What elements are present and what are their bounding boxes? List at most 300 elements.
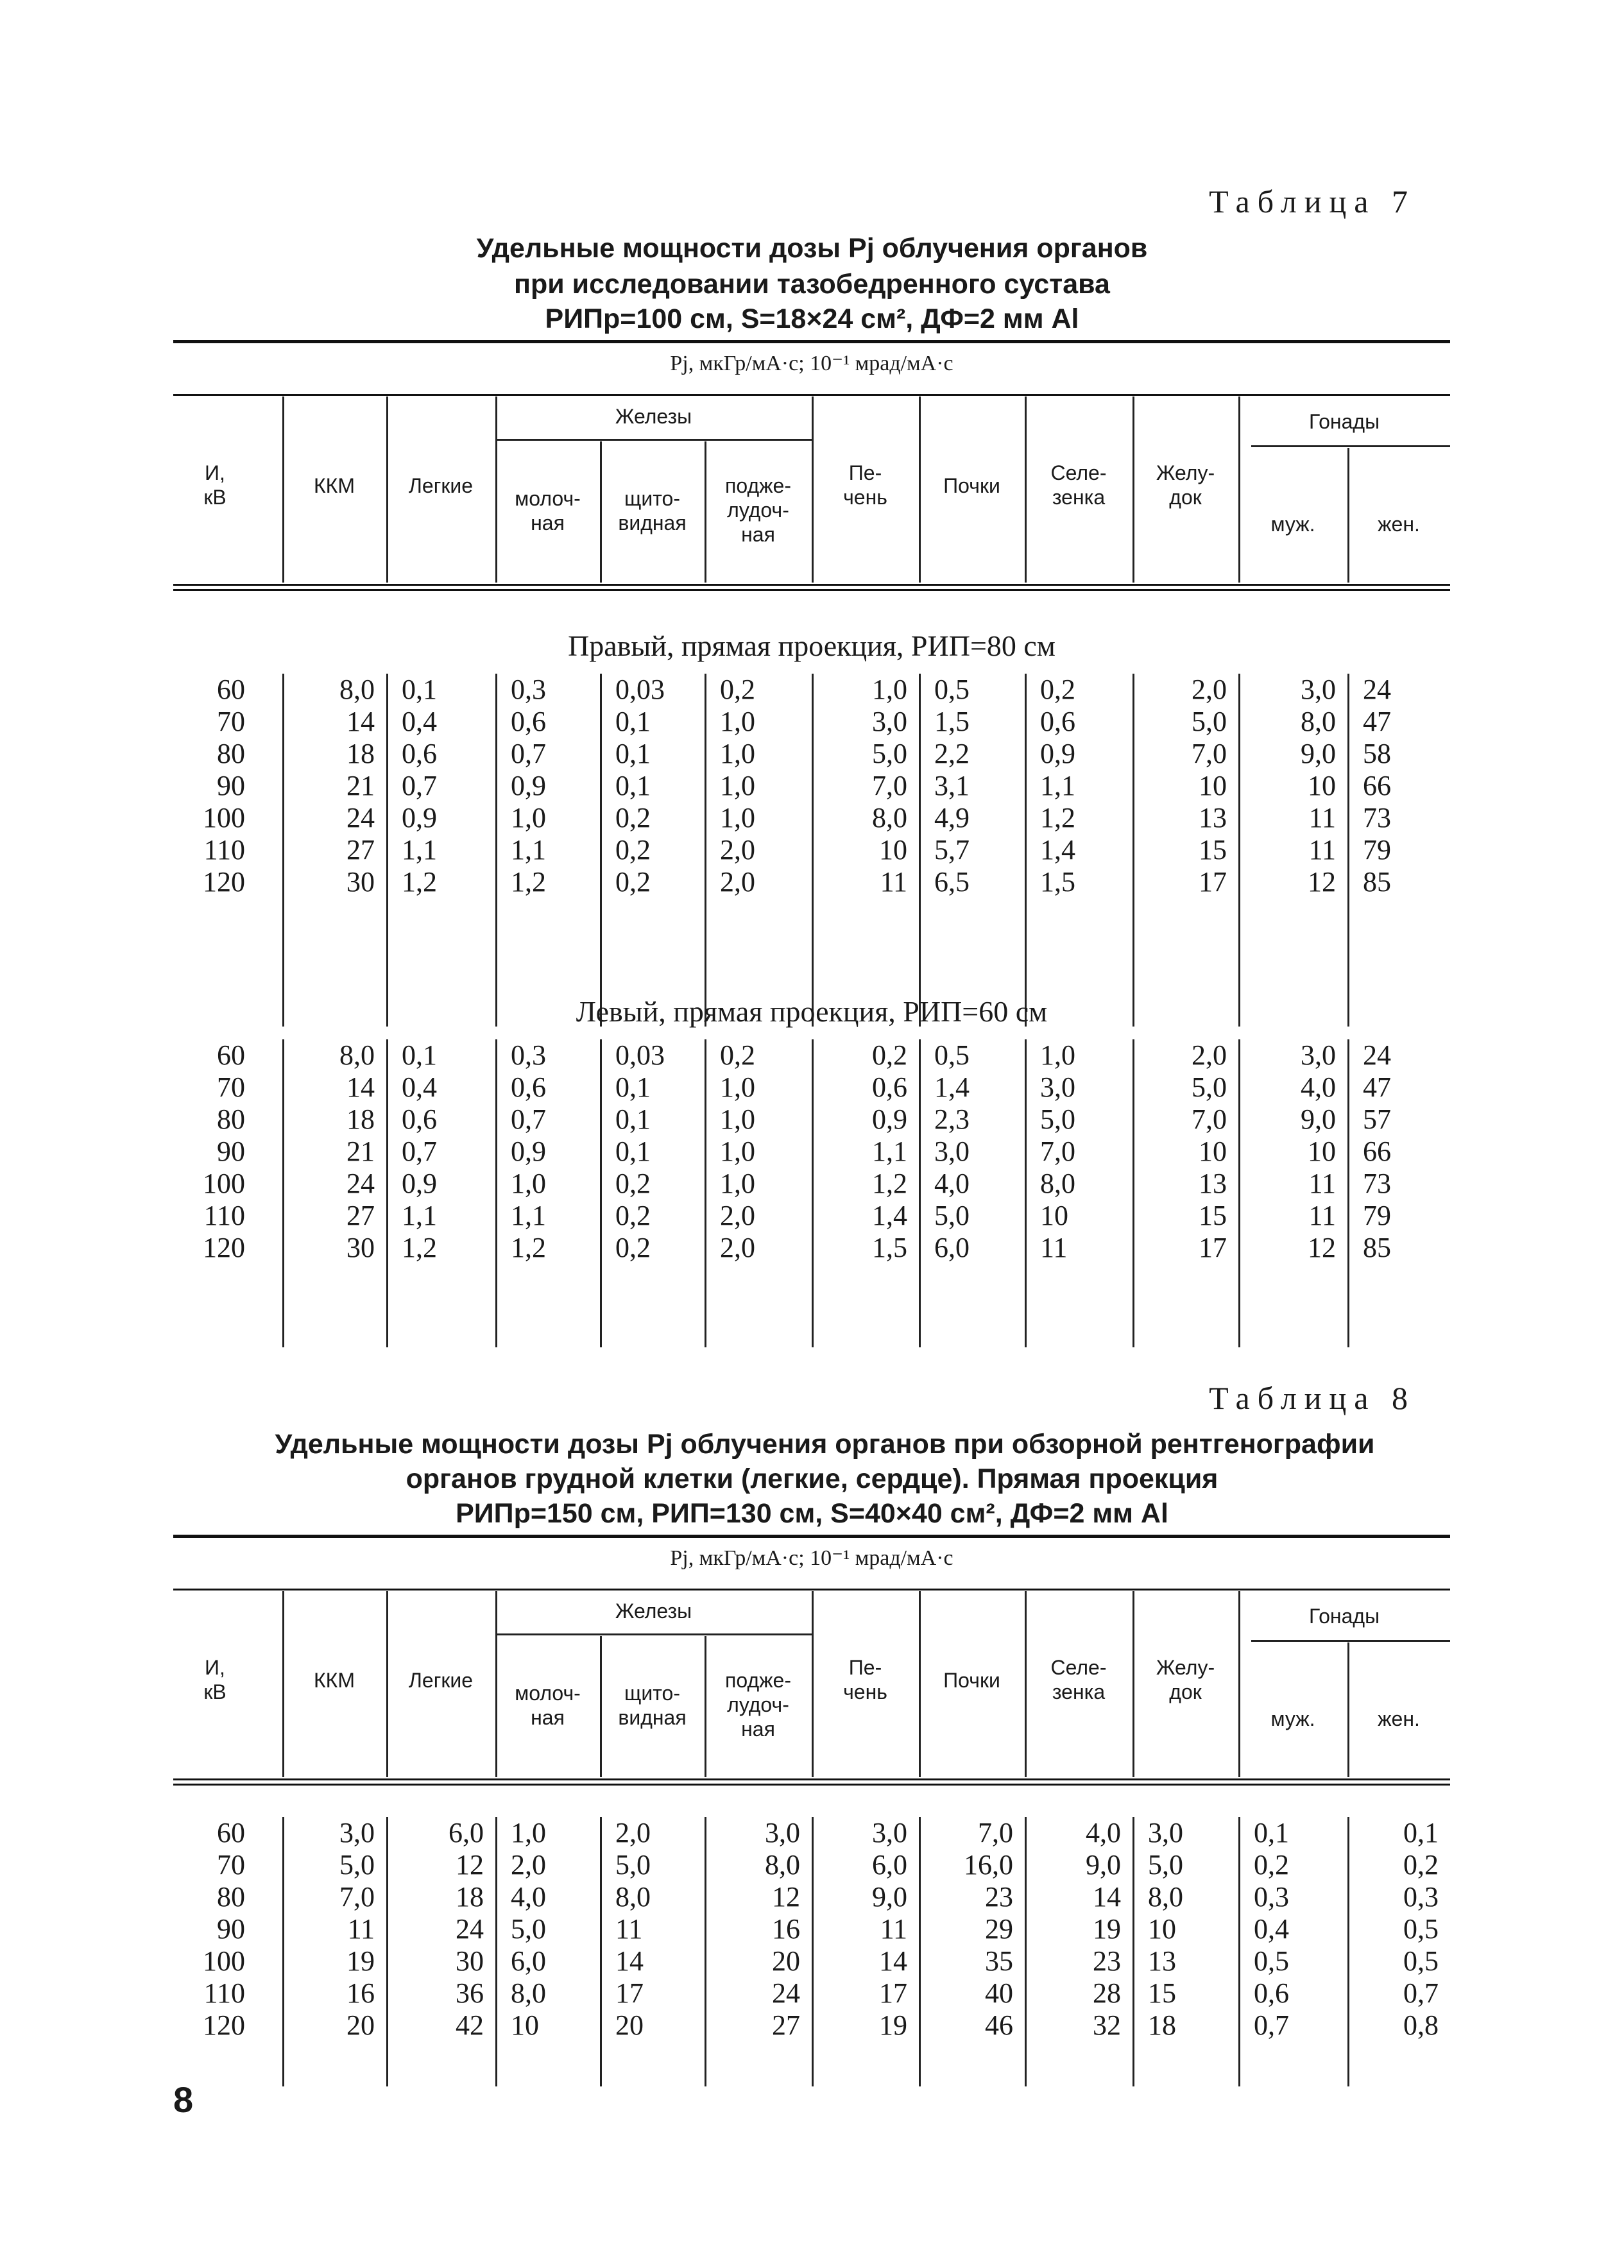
table7-left-cell-male: 12 <box>1308 1232 1336 1263</box>
table7-col-thyroid: щито- видная <box>618 487 687 534</box>
table7-right-cell-stomach: 17 <box>1199 866 1227 898</box>
table7-left-cell-kkm: 27 <box>346 1200 375 1231</box>
table8-cell-female: 0,8 <box>1403 2009 1439 2041</box>
table8-cell-female: 0,5 <box>1403 1913 1439 1945</box>
table7-right-cell-female: 47 <box>1363 706 1391 737</box>
table7-right-cell-spleen: 1,4 <box>1040 834 1075 865</box>
table8-row <box>173 1817 1450 1849</box>
table8-col-kkm: ККМ <box>314 1669 355 1692</box>
table7-right-row <box>173 738 1450 770</box>
table7-left-cell-pancreas: 1,0 <box>720 1104 755 1135</box>
table7-left-cell-female: 85 <box>1363 1232 1391 1263</box>
table7-unit: Pj, мкГр/мА·с; 10⁻¹ мрад/мА·с <box>670 352 953 375</box>
table8-cell-kkm: 5,0 <box>339 1849 375 1880</box>
page-number: 8 <box>173 2079 194 2120</box>
table7-left-cell-u: 100 <box>203 1168 245 1199</box>
table7-left-cell-stomach: 2,0 <box>1192 1039 1227 1071</box>
table7-col-breast: молоч- ная <box>515 487 581 534</box>
table7-right-cell-spleen: 1,1 <box>1040 770 1075 801</box>
table7-body-left <box>173 1039 1450 1347</box>
table7-left-row <box>173 1232 1450 1264</box>
table8-header <box>173 1591 1450 1777</box>
table7-right-cell-stomach: 15 <box>1199 834 1227 865</box>
table7-right-cell-u: 80 <box>217 738 245 769</box>
table7-left-cell-female: 47 <box>1363 1071 1391 1103</box>
table7-right-cell-female: 79 <box>1363 834 1391 865</box>
table8-cell-female: 0,5 <box>1403 1945 1439 1977</box>
table8-cell-u: 110 <box>203 1977 245 2009</box>
table7-right-cell-breast: 0,3 <box>511 674 546 705</box>
table8-col-thyroid: щито- видная <box>618 1682 687 1729</box>
table7-left-cell-breast: 1,0 <box>511 1168 546 1199</box>
table7-glands-underline <box>495 439 812 441</box>
table7-right-cell-kidneys: 0,5 <box>934 674 970 705</box>
table7-left-cell-u: 60 <box>217 1039 245 1071</box>
table7-right-cell-u: 100 <box>203 802 245 833</box>
table7-right-cell-female: 58 <box>1363 738 1391 769</box>
table7-col-male: муж. <box>1270 513 1315 536</box>
table7-col-liver: Пе- чень <box>843 461 887 509</box>
table8-cell-kkm: 16 <box>346 1977 375 2009</box>
table7-left-cell-thyroid: 0,1 <box>615 1071 651 1103</box>
table7-left-cell-male: 11 <box>1308 1168 1336 1199</box>
table8-cell-pancreas: 16 <box>772 1913 800 1945</box>
table7-right-cell-kidneys: 5,7 <box>934 834 970 865</box>
table8-cell-kidneys: 29 <box>985 1913 1013 1945</box>
table8-cell-breast: 4,0 <box>511 1881 546 1913</box>
table7-right-cell-liver: 1,0 <box>872 674 907 705</box>
table8-cell-spleen: 32 <box>1093 2009 1121 2041</box>
table7-right-cell-breast: 0,9 <box>511 770 546 801</box>
table8-col-kidneys: Почки <box>943 1669 1000 1692</box>
table7-left-cell-breast: 0,3 <box>511 1039 546 1071</box>
table8-cell-male: 0,5 <box>1254 1945 1289 1977</box>
table8-cell-u: 120 <box>203 2009 245 2041</box>
table8-cell-liver: 9,0 <box>872 1881 907 1913</box>
table7-section-left: Левый, прямая проекция, РИП=60 см <box>576 995 1048 1028</box>
table8-cell-pancreas: 12 <box>772 1881 800 1913</box>
table8-cell-pancreas: 24 <box>772 1977 800 2009</box>
table8-cell-liver: 6,0 <box>872 1849 907 1880</box>
table8-col-stomach: Желу- док <box>1156 1656 1215 1703</box>
table7-right-cell-stomach: 13 <box>1199 802 1227 833</box>
table8-cell-lungs: 42 <box>456 2009 484 2041</box>
table7-right-cell-spleen: 0,9 <box>1040 738 1075 769</box>
table7-left-cell-pancreas: 2,0 <box>720 1200 755 1231</box>
table7-right-cell-liver: 7,0 <box>872 770 907 801</box>
table7-right-cell-pancreas: 1,0 <box>720 706 755 737</box>
table7-left-row <box>173 1071 1450 1104</box>
table8-cell-breast: 8,0 <box>511 1977 546 2009</box>
table7-right-cell-kkm: 14 <box>346 706 375 737</box>
table7-left-cell-pancreas: 1,0 <box>720 1168 755 1199</box>
table8-cell-u: 80 <box>217 1881 245 1913</box>
table8-cell-kkm: 3,0 <box>339 1817 375 1848</box>
table7-left-cell-female: 73 <box>1363 1168 1391 1199</box>
table7-right-cell-thyroid: 0,1 <box>615 706 651 737</box>
table7-right-cell-kkm: 24 <box>346 802 375 833</box>
table7-right-cell-u: 60 <box>217 674 245 705</box>
table7-left-cell-thyroid: 0,2 <box>615 1200 651 1231</box>
table7-right-cell-pancreas: 1,0 <box>720 770 755 801</box>
table7-right-cell-male: 11 <box>1308 834 1336 865</box>
table7-col-glands: Железы <box>615 405 692 428</box>
table7-right-cell-spleen: 0,2 <box>1040 674 1075 705</box>
table7-left-cell-spleen: 3,0 <box>1040 1071 1075 1103</box>
table7-left-cell-stomach: 5,0 <box>1192 1071 1227 1103</box>
table7-right-cell-thyroid: 0,2 <box>615 834 651 865</box>
table8-cell-lungs: 30 <box>456 1945 484 1977</box>
table7-left-cell-kidneys: 5,0 <box>934 1200 970 1231</box>
table7-right-cell-pancreas: 1,0 <box>720 738 755 769</box>
table8-cell-kidneys: 16,0 <box>964 1849 1013 1880</box>
table7-right-cell-lungs: 0,1 <box>402 674 437 705</box>
table8-cell-thyroid: 14 <box>615 1945 644 1977</box>
table8-glands-underline <box>495 1633 812 1635</box>
table7-left-cell-kkm: 14 <box>346 1071 375 1103</box>
table8-cell-male: 0,7 <box>1254 2009 1289 2041</box>
table7-right-cell-stomach: 2,0 <box>1192 674 1227 705</box>
table7-left-cell-stomach: 13 <box>1199 1168 1227 1199</box>
table8-cell-u: 90 <box>217 1913 245 1945</box>
table7-right-cell-lungs: 0,4 <box>402 706 437 737</box>
table7-right-cell-pancreas: 2,0 <box>720 834 755 865</box>
table8-cell-breast: 6,0 <box>511 1945 546 1977</box>
table7-right-cell-lungs: 0,9 <box>402 802 437 833</box>
table7-left-cell-kidneys: 6,0 <box>934 1232 970 1263</box>
table8-cell-lungs: 36 <box>456 1977 484 2009</box>
table8-cell-u: 100 <box>203 1945 245 1977</box>
table8-cell-male: 0,1 <box>1254 1817 1289 1848</box>
table7-right-cell-breast: 1,0 <box>511 802 546 833</box>
table7-left-cell-stomach: 7,0 <box>1192 1104 1227 1135</box>
table8-cell-breast: 1,0 <box>511 1817 546 1848</box>
table7-left-cell-male: 10 <box>1308 1136 1336 1167</box>
table7-right-cell-male: 11 <box>1308 802 1336 833</box>
table7-right-row <box>173 674 1450 706</box>
table7-left-cell-lungs: 1,2 <box>402 1232 437 1263</box>
table7-left-cell-breast: 0,6 <box>511 1071 546 1103</box>
table7-left-cell-u: 70 <box>217 1071 245 1103</box>
table7-left-cell-liver: 1,4 <box>872 1200 907 1231</box>
table7-left-cell-liver: 0,6 <box>872 1071 907 1103</box>
table8-cell-stomach: 13 <box>1148 1945 1176 1977</box>
table7-right-cell-stomach: 7,0 <box>1192 738 1227 769</box>
table7-left-cell-liver: 1,2 <box>872 1168 907 1199</box>
table8-cell-stomach: 8,0 <box>1148 1881 1183 1913</box>
table7-right-cell-male: 10 <box>1308 770 1336 801</box>
table8-cell-kidneys: 23 <box>985 1881 1013 1913</box>
table7-right-cell-liver: 11 <box>880 866 907 898</box>
table7-label: Таблица 7 <box>1209 183 1415 219</box>
table8-cell-male: 0,6 <box>1254 1977 1289 2009</box>
table7-right-cell-kidneys: 6,5 <box>934 866 970 898</box>
table7-left-cell-kidneys: 0,5 <box>934 1039 970 1071</box>
table7-left-cell-liver: 1,1 <box>872 1136 907 1167</box>
table7-right-cell-stomach: 10 <box>1199 770 1227 801</box>
table8-row <box>173 1913 1450 1945</box>
table8-cell-lungs: 12 <box>456 1849 484 1880</box>
table8-cell-stomach: 18 <box>1148 2009 1176 2041</box>
table7-left-cell-female: 57 <box>1363 1104 1391 1135</box>
table7-right-cell-thyroid: 0,1 <box>615 770 651 801</box>
table7-col-spleen: Селе- зенка <box>1050 461 1107 509</box>
table8-cell-liver: 14 <box>879 1945 907 1977</box>
table8-col-pancreas: поджe- лудоч- ная <box>725 1669 791 1741</box>
table7-left-cell-spleen: 1,0 <box>1040 1039 1075 1071</box>
table7-right-cell-u: 90 <box>217 770 245 801</box>
table7-right-cell-liver: 10 <box>879 834 907 865</box>
table8-col-liver: Пе- чень <box>843 1656 887 1703</box>
table7-left-cell-spleen: 10 <box>1040 1200 1068 1231</box>
table7-right-cell-kidneys: 1,5 <box>934 706 970 737</box>
table8-cell-u: 70 <box>217 1849 245 1880</box>
table8-cell-male: 0,4 <box>1254 1913 1289 1945</box>
table8-cell-stomach: 15 <box>1148 1977 1176 2009</box>
table7-col-kkm: ККМ <box>314 474 355 497</box>
table8-cell-kidneys: 35 <box>985 1945 1013 1977</box>
table7-left-cell-lungs: 0,4 <box>402 1071 437 1103</box>
table8-cell-thyroid: 8,0 <box>615 1881 651 1913</box>
table7-left-cell-male: 3,0 <box>1301 1039 1336 1071</box>
table8-col-breast: молоч- ная <box>515 1682 581 1729</box>
table8-cell-thyroid: 17 <box>615 1977 644 2009</box>
table7-left-cell-lungs: 0,7 <box>402 1136 437 1167</box>
table7-right-cell-spleen: 0,6 <box>1040 706 1075 737</box>
table7-left-cell-lungs: 0,1 <box>402 1039 437 1071</box>
table7-right-cell-kkm: 18 <box>346 738 375 769</box>
table7-right-cell-kkm: 21 <box>346 770 375 801</box>
table8-cell-spleen: 14 <box>1093 1881 1121 1913</box>
table7-left-cell-stomach: 17 <box>1199 1232 1227 1263</box>
table7-right-cell-kidneys: 2,2 <box>934 738 970 769</box>
table8-cell-male: 0,3 <box>1254 1881 1289 1913</box>
table7-right-cell-lungs: 0,6 <box>402 738 437 769</box>
table8-cell-male: 0,2 <box>1254 1849 1289 1880</box>
table8-cell-liver: 11 <box>880 1913 907 1945</box>
table7-left-cell-female: 79 <box>1363 1200 1391 1231</box>
table8-row <box>173 1881 1450 1913</box>
table7-left-cell-kidneys: 3,0 <box>934 1136 970 1167</box>
table7-title-line3: РИПр=100 см, S=18×24 см², ДФ=2 мм Al <box>545 303 1079 334</box>
table7-left-cell-male: 4,0 <box>1301 1071 1336 1103</box>
table8-gonads-underline <box>1251 1640 1450 1642</box>
table7-right-row <box>173 706 1450 738</box>
table7-left-cell-u: 80 <box>217 1104 245 1135</box>
table7-left-cell-pancreas: 0,2 <box>720 1039 755 1071</box>
table7-col-gonads: Гонады <box>1308 410 1380 433</box>
table7-right-cell-kidneys: 4,9 <box>934 802 970 833</box>
table7-left-cell-spleen: 5,0 <box>1040 1104 1075 1135</box>
table7-right-row <box>173 834 1450 866</box>
table7-left-row <box>173 1039 1450 1071</box>
table8-cell-pancreas: 27 <box>772 2009 800 2041</box>
table8-cell-female: 0,3 <box>1403 1881 1439 1913</box>
table7-left-cell-male: 11 <box>1308 1200 1336 1231</box>
table7-left-cell-thyroid: 0,2 <box>615 1168 651 1199</box>
table8-cell-thyroid: 20 <box>615 2009 644 2041</box>
table8-cell-lungs: 6,0 <box>449 1817 484 1848</box>
table8-col-female: жен. <box>1378 1707 1420 1730</box>
table7-left-cell-kidneys: 2,3 <box>934 1104 970 1135</box>
table7-right-cell-lungs: 1,2 <box>402 866 437 898</box>
table8-cell-kkm: 11 <box>347 1913 375 1945</box>
table8-unit: Pj, мкГр/мА·с; 10⁻¹ мрад/мА·с <box>670 1546 953 1570</box>
table7-col-pancreas: поджe- лудоч- ная <box>725 474 791 546</box>
table8-row <box>173 1849 1450 1881</box>
table8-col-lungs: Легкие <box>408 1669 474 1692</box>
table8-cell-spleen: 23 <box>1093 1945 1121 1977</box>
table7-left-cell-u: 90 <box>217 1136 245 1167</box>
table7-left-cell-liver: 0,9 <box>872 1104 907 1135</box>
table8-cell-kkm: 19 <box>346 1945 375 1977</box>
table8-cell-stomach: 10 <box>1148 1913 1176 1945</box>
table7-right-row <box>173 802 1450 834</box>
table8-cell-kidneys: 46 <box>985 2009 1013 2041</box>
table7-left-cell-breast: 1,1 <box>511 1200 546 1231</box>
table7-left-cell-kkm: 21 <box>346 1136 375 1167</box>
table7-right-cell-female: 73 <box>1363 802 1391 833</box>
table8-cell-lungs: 24 <box>456 1913 484 1945</box>
table7-header <box>173 396 1450 583</box>
table7-right-cell-stomach: 5,0 <box>1192 706 1227 737</box>
table8-cell-female: 0,1 <box>1403 1817 1439 1848</box>
table8-row <box>173 1977 1450 2009</box>
table7-left-cell-female: 24 <box>1363 1039 1391 1071</box>
table7-right-cell-breast: 1,1 <box>511 834 546 865</box>
table8-cell-kidneys: 40 <box>985 1977 1013 2009</box>
table7-left-cell-kkm: 8,0 <box>339 1039 375 1071</box>
table7-col-kidneys: Почки <box>943 474 1000 497</box>
table7-right-cell-liver: 3,0 <box>872 706 907 737</box>
table7-right-cell-breast: 1,2 <box>511 866 546 898</box>
table7-left-cell-stomach: 10 <box>1199 1136 1227 1167</box>
table8-cell-stomach: 5,0 <box>1148 1849 1183 1880</box>
table8-title-line1: Удельные мощности дозы Pj облучения органов при обзорной рентгенографии <box>275 1429 1375 1460</box>
table8-cell-pancreas: 20 <box>772 1945 800 1977</box>
table7-body-right <box>173 674 1450 1027</box>
table8-col-male: муж. <box>1270 1707 1315 1730</box>
table8-cell-kidneys: 7,0 <box>978 1817 1013 1848</box>
table7-left-cell-lungs: 0,9 <box>402 1168 437 1199</box>
table7-left-cell-stomach: 15 <box>1199 1200 1227 1231</box>
table8-row <box>173 1945 1450 1977</box>
table7-left-cell-breast: 1,2 <box>511 1232 546 1263</box>
table7-left-cell-kidneys: 1,4 <box>934 1071 970 1103</box>
table7-left-cell-spleen: 8,0 <box>1040 1168 1075 1199</box>
table7-right-cell-male: 9,0 <box>1301 738 1336 769</box>
table7-right-cell-female: 66 <box>1363 770 1391 801</box>
table7-title-line1: Удельные мощности дозы Pj облучения органов <box>476 233 1148 264</box>
table7-left-cell-thyroid: 0,2 <box>615 1232 651 1263</box>
table7-left-row <box>173 1168 1450 1200</box>
table7-col-female: жен. <box>1378 513 1420 536</box>
table7-left-row <box>173 1136 1450 1168</box>
table7-left-cell-lungs: 1,1 <box>402 1200 437 1231</box>
table7-left-cell-female: 66 <box>1363 1136 1391 1167</box>
table8-cell-spleen: 28 <box>1093 1977 1121 2009</box>
table7-left-row <box>173 1104 1450 1136</box>
table8-cell-spleen: 9,0 <box>1086 1849 1121 1880</box>
table8-col-gonads: Гонады <box>1308 1605 1380 1628</box>
table7-right-cell-spleen: 1,5 <box>1040 866 1075 898</box>
table7-left-cell-breast: 0,7 <box>511 1104 546 1135</box>
table7-left-row <box>173 1200 1450 1232</box>
table7-left-cell-pancreas: 1,0 <box>720 1136 755 1167</box>
table7-left-cell-pancreas: 1,0 <box>720 1071 755 1103</box>
table7-right-cell-thyroid: 0,03 <box>615 674 665 705</box>
table7-right-cell-kidneys: 3,1 <box>934 770 970 801</box>
table8-cell-lungs: 18 <box>456 1881 484 1913</box>
table7-left-cell-kkm: 30 <box>346 1232 375 1263</box>
table7-left-cell-thyroid: 0,03 <box>615 1039 665 1071</box>
table8-title-line2: органов грудной клетки (легкие, сердце). Прямая проекция <box>406 1463 1218 1494</box>
table7-right-cell-kkm: 8,0 <box>339 674 375 705</box>
table7-right-cell-kkm: 30 <box>346 866 375 898</box>
table7-right-cell-male: 12 <box>1308 866 1336 898</box>
table7-right-cell-lungs: 1,1 <box>402 834 437 865</box>
table7-right-cell-male: 3,0 <box>1301 674 1336 705</box>
table8-cell-kkm: 20 <box>346 2009 375 2041</box>
table7-title-line2: при исследовании тазобедренного сустава <box>514 269 1110 300</box>
table7-left-cell-u: 110 <box>203 1200 245 1231</box>
table8-cell-kkm: 7,0 <box>339 1881 375 1913</box>
table8-cell-female: 0,2 <box>1403 1849 1439 1880</box>
table7-right-cell-liver: 5,0 <box>872 738 907 769</box>
table7-right-cell-lungs: 0,7 <box>402 770 437 801</box>
table7-right-cell-pancreas: 0,2 <box>720 674 755 705</box>
table7-right-cell-u: 70 <box>217 706 245 737</box>
table7-left-cell-kkm: 18 <box>346 1104 375 1135</box>
table7-left-cell-kidneys: 4,0 <box>934 1168 970 1199</box>
table7-left-cell-male: 9,0 <box>1301 1104 1336 1135</box>
table7-right-cell-u: 110 <box>203 834 245 865</box>
table7-right-cell-thyroid: 0,2 <box>615 802 651 833</box>
table7-col-stomach: Желу- док <box>1156 461 1215 509</box>
table7-right-cell-female: 85 <box>1363 866 1391 898</box>
table7-left-cell-liver: 1,5 <box>872 1232 907 1263</box>
table7-right-cell-female: 24 <box>1363 674 1391 705</box>
table7-right-row <box>173 770 1450 802</box>
table8-cell-spleen: 19 <box>1093 1913 1121 1945</box>
table8-cell-stomach: 3,0 <box>1148 1817 1183 1848</box>
table7-left-cell-spleen: 11 <box>1040 1232 1068 1263</box>
table7-left-cell-lungs: 0,6 <box>402 1104 437 1135</box>
table7-right-cell-kkm: 27 <box>346 834 375 865</box>
table8-row <box>173 2009 1450 2042</box>
table8-col-spleen: Селе- зенка <box>1050 1656 1107 1703</box>
table7-col-u: И, кВ <box>203 461 227 509</box>
table8-cell-thyroid: 5,0 <box>615 1849 651 1880</box>
table7-left-cell-spleen: 7,0 <box>1040 1136 1075 1167</box>
table7-left-cell-pancreas: 2,0 <box>720 1232 755 1263</box>
table8-cell-liver: 3,0 <box>872 1817 907 1848</box>
table7-right-cell-pancreas: 1,0 <box>720 802 755 833</box>
table7-col-lungs: Легкие <box>408 474 474 497</box>
table7-right-cell-breast: 0,6 <box>511 706 546 737</box>
table7-left-cell-u: 120 <box>203 1232 245 1263</box>
table7-right-cell-liver: 8,0 <box>872 802 907 833</box>
table8-cell-breast: 2,0 <box>511 1849 546 1880</box>
table8-col-u: И, кВ <box>203 1656 227 1703</box>
table8-title-line3: РИПр=150 см, РИП=130 см, S=40×40 см², ДФ=2 мм Al <box>456 1498 1168 1529</box>
table8-cell-pancreas: 3,0 <box>765 1817 800 1848</box>
table7-right-cell-pancreas: 2,0 <box>720 866 755 898</box>
table7-right-cell-male: 8,0 <box>1301 706 1336 737</box>
table7-right-cell-u: 120 <box>203 866 245 898</box>
table8-cell-thyroid: 11 <box>615 1913 643 1945</box>
table7-left-cell-kkm: 24 <box>346 1168 375 1199</box>
